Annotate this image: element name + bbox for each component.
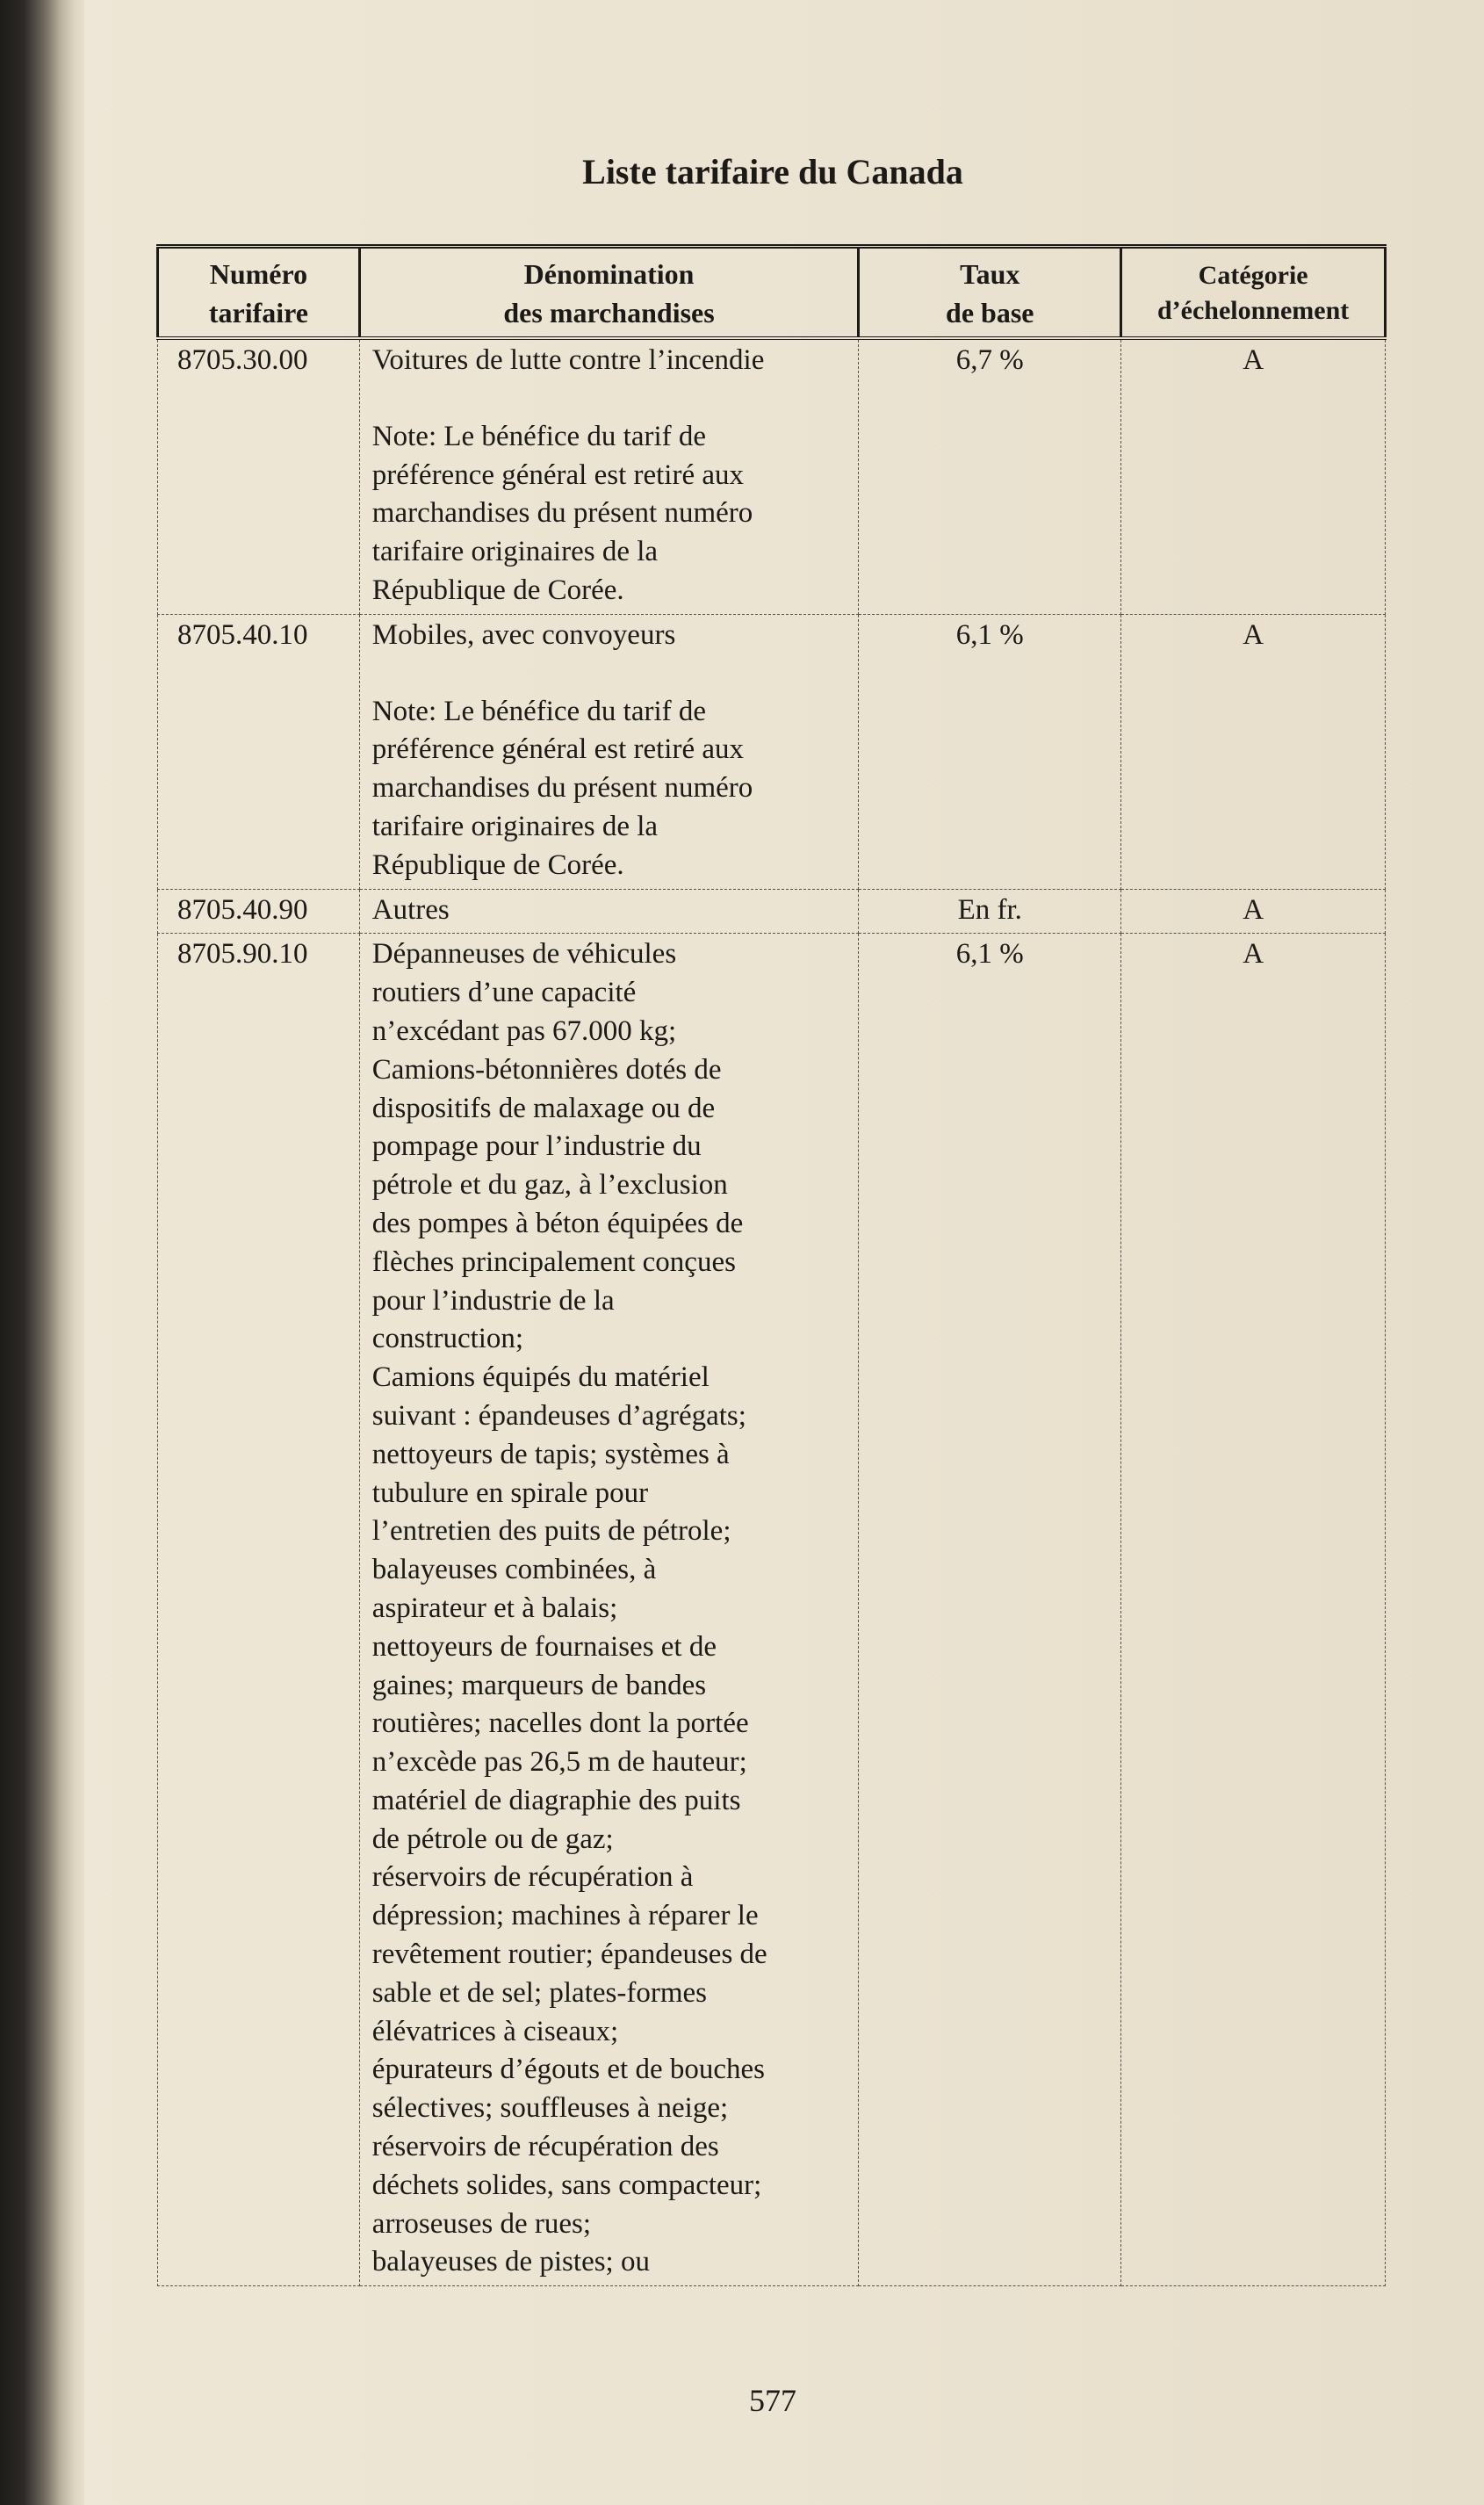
description-line: Camions-bétonnières dotés de [371,1053,722,1086]
base-rate-cell: 6,1 % [859,934,1121,2286]
description-line: matériel de diagraphie des puits [371,1784,741,1816]
description-line: sable et de sel; plates-formes [371,1976,707,2009]
book-spine-shadow [0,0,84,2505]
tariff-number-cell: 8705.90.10 [158,934,360,2286]
note-line: tarifaire originaires de la [371,810,659,842]
note-block [372,418,846,610]
description-line: construction; [371,1323,524,1355]
description-line: pour l’industrie de la [371,1284,615,1317]
description-line: sélectives; souffleuses à neige; [371,2092,729,2125]
description-line: arroseuses de rues; [371,2207,592,2240]
description-line: épurateurs d’égouts et de bouches [371,2054,765,2086]
description-line: nettoyeurs de tapis; systèmes à [371,1438,730,1470]
table-header [158,247,1386,339]
note-block [372,693,846,885]
base-rate-cell: En fr. [859,889,1121,934]
staging-category-cell: A [1121,889,1386,934]
description-line: Voitures de lutte contre l’incendie [371,344,765,376]
description-line: réservoirs de récupération des [371,2131,719,2163]
description-line: revêtement routier; épandeuses de [371,1938,767,1971]
description-line: flèches principalement conçues [371,1245,736,1278]
description-line: balayeuses combinées, à [371,1554,657,1586]
column-header-staging-category: Catégorie d’échelonnement [1121,247,1386,339]
description-line: suivant : épandeuses d’agrégats; [371,1399,746,1432]
table-row [158,934,1386,2286]
description-line: dispositifs de malaxage ou de [371,1092,716,1124]
description-line: Dépanneuses de véhicules [371,938,677,971]
description-line: l’entretien des puits de pétrole; [371,1515,731,1548]
note-line: République de Corée. [371,574,624,606]
description-line: réservoirs de récupération à [371,1861,694,1894]
description-line: routiers d’une capacité [371,977,637,1009]
description-line: n’excède pas 26,5 m de hauteur; [371,1746,747,1779]
tariff-number-cell: 8705.40.90 [158,889,360,934]
column-header-base-rate: Taux de base [859,247,1121,339]
table-row [158,338,1386,614]
note-line: Note: Le bénéfice du tarif de [371,695,707,727]
staging-category-cell: A [1121,338,1386,614]
note-line: Note: Le bénéfice du tarif de [371,420,707,452]
staging-category-cell: A [1121,614,1386,889]
description-cell [359,614,858,889]
note-line: préférence général est retiré aux [371,733,745,766]
description-line: Autres [371,893,450,926]
table-body [158,338,1386,2286]
description-line: Camions équipés du matériel [371,1361,710,1394]
page-title: Liste tarifaire du Canada [582,152,963,191]
column-header-description: Dénomination des marchandises [359,247,858,339]
description-line: gaines; marqueurs de bandes [371,1669,707,1701]
note-line: préférence général est retiré aux [371,458,745,491]
column-header-tariff-number: Numéro tarifaire [158,247,360,339]
description-cell [359,889,858,934]
description-line: de pétrole ou de gaz; [371,1823,614,1855]
description-line: dépression; machines à réparer le [371,1900,759,1932]
description-line: n’excédant pas 67.000 kg; [371,1014,677,1047]
description-line: élévatrices à ciseaux; [371,2015,619,2047]
description-line: tubulure en spirale pour [371,1476,649,1509]
note-line: marchandises du présent numéro [371,497,753,530]
tariff-number-cell: 8705.40.10 [158,614,360,889]
tariff-table [156,244,1387,2286]
description-line: Mobiles, avec convoyeurs [371,618,676,651]
table-row [158,889,1386,934]
base-rate-cell: 6,7 % [859,338,1121,614]
description-line: pétrole et du gaz, à l’exclusion [371,1169,728,1202]
note-line: tarifaire originaires de la [371,536,659,568]
table-row [158,614,1386,889]
description-line: routières; nacelles dont la portée [371,1707,749,1740]
base-rate-cell: 6,1 % [859,614,1121,889]
tariff-number-cell: 8705.30.00 [158,338,360,614]
description-line: des pompes à béton équipées de [371,1207,744,1239]
description-line: nettoyeurs de fournaises et de [371,1630,717,1663]
staging-category-cell: A [1121,934,1386,2286]
note-line: République de Corée. [371,848,624,881]
description-line: aspirateur et à balais; [371,1592,618,1624]
description-cell [359,934,858,2286]
description-line: balayeuses de pistes; ou [371,2246,650,2278]
page-number: 577 [749,2383,796,2418]
description-cell [359,338,858,614]
note-line: marchandises du présent numéro [371,772,753,805]
description-line: déchets solides, sans compacteur; [371,2169,762,2201]
description-line: pompage pour l’industrie du [371,1130,702,1163]
